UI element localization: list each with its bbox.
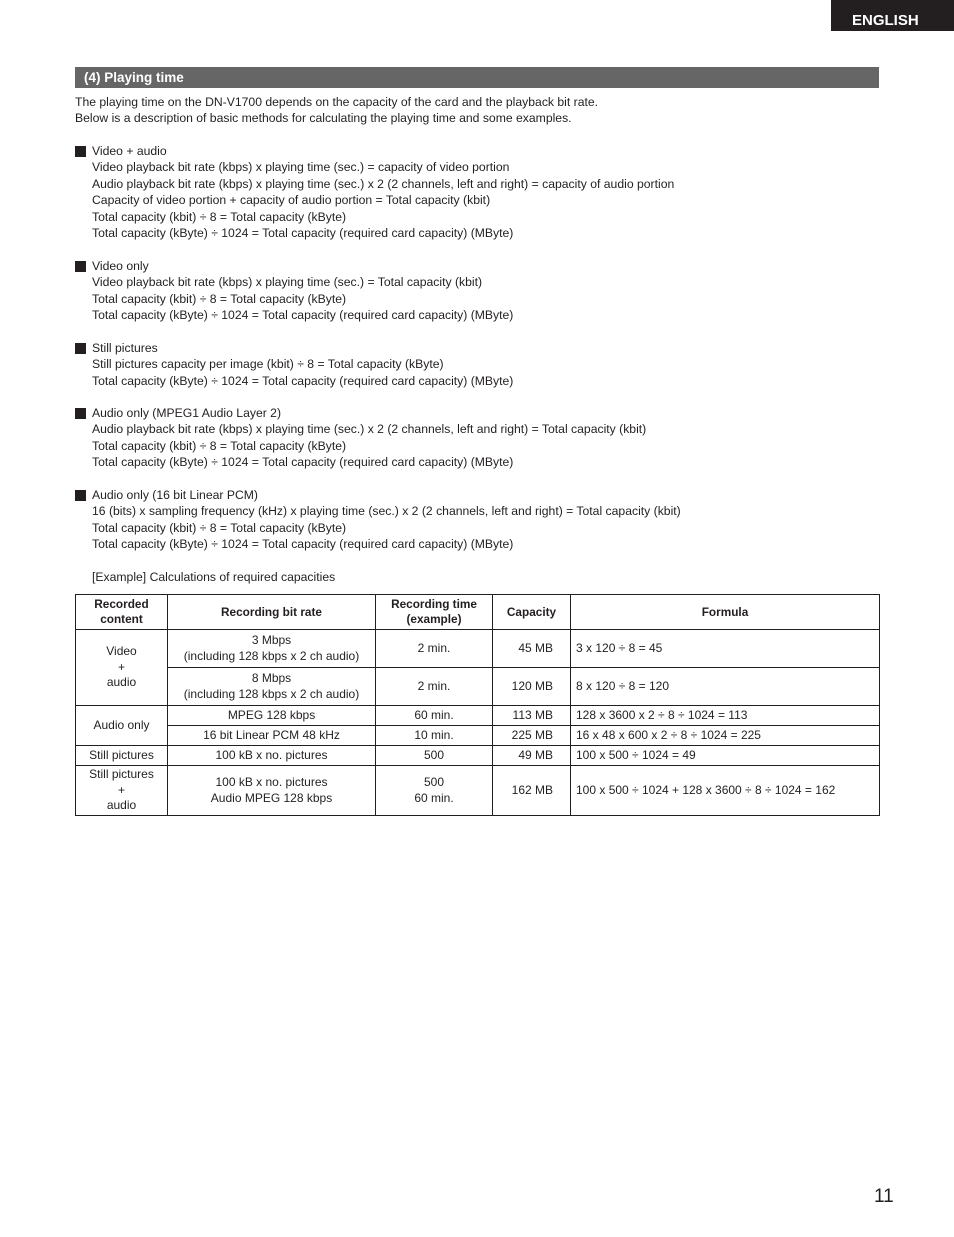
- formula-block-video-audio: [75, 143, 875, 241]
- formula-line: Total capacity (kbit) ÷ 8 = Total capacity (kByte): [92, 291, 347, 306]
- table-row: [76, 726, 880, 746]
- bit-rate-cell: MPEG 128 kbps: [168, 706, 376, 726]
- header-formula: Formula: [571, 595, 880, 630]
- content-cell: [76, 630, 168, 706]
- formula-cell: 16 x 48 x 600 x 2 ÷ 8 ÷ 1024 = 225: [571, 726, 880, 746]
- formula-line: Total capacity (kByte) ÷ 1024 = Total capacity (required card capacity) (MByte): [92, 455, 514, 470]
- table-row: [76, 706, 880, 726]
- content-line: +: [117, 782, 125, 797]
- time-cell: 2 min.: [376, 630, 493, 668]
- formula-cell: 128 x 3600 x 2 ÷ 8 ÷ 1024 = 113: [571, 706, 880, 726]
- formula-line: Video playback bit rate (kbps) x playing time (sec.) = Total capacity (kbit): [92, 275, 483, 290]
- content-line: +: [117, 659, 125, 674]
- bit-rate-line: (including 128 kbps x 2 ch audio): [183, 648, 360, 663]
- content-line: audio: [106, 798, 137, 813]
- formula-line: 16 (bits) x sampling frequency (kHz) x playing time (sec.) x 2 (2 channels, left and right) = Total capacity (kbit): [92, 504, 681, 519]
- formula-cell: 8 x 120 ÷ 8 = 120: [571, 668, 880, 706]
- capacity-cell: 45 MB: [493, 630, 571, 668]
- content-cell: [76, 766, 168, 816]
- content-line: Still pictures: [89, 767, 154, 782]
- bit-rate-line: 100 kB x no. pictures: [215, 775, 328, 789]
- formula-block-audio-pcm: [75, 487, 875, 553]
- block-heading: [75, 487, 875, 503]
- header-line: Recording time: [391, 597, 477, 611]
- header-capacity: Capacity: [493, 595, 571, 630]
- content-line: Video: [106, 644, 137, 659]
- table-row: [76, 746, 880, 766]
- time-line: 500: [423, 775, 445, 789]
- header-line: content: [100, 612, 143, 626]
- formula-cell: 3 x 120 ÷ 8 = 45: [571, 630, 880, 668]
- table-row: [76, 766, 880, 816]
- square-bullet-icon: [75, 146, 86, 157]
- bit-rate-line: 3 Mbps: [251, 633, 292, 647]
- content-cell: Audio only: [76, 706, 168, 746]
- bit-rate-cell: 16 bit Linear PCM 48 kHz: [168, 726, 376, 746]
- block-heading-text: Video + audio: [92, 144, 167, 158]
- block-heading: [75, 143, 875, 159]
- intro-line: Below is a description of basic methods for calculating the playing time and some examples.: [75, 111, 572, 126]
- bit-rate-cell: 100 kB x no. pictures: [168, 746, 376, 766]
- header-recording-time: [376, 595, 493, 630]
- header-line: Recorded: [94, 597, 149, 611]
- formula-line: Capacity of video portion + capacity of audio portion = Total capacity (kbit): [92, 193, 491, 208]
- square-bullet-icon: [75, 408, 86, 419]
- header-line: (example): [406, 612, 462, 626]
- intro-paragraph: [75, 94, 875, 127]
- section-title: (4) Playing time: [75, 67, 879, 88]
- capacity-cell: 113 MB: [493, 706, 571, 726]
- header-bit-rate: Recording bit rate: [168, 595, 376, 630]
- formula-line: Video playback bit rate (kbps) x playing time (sec.) = capacity of video portion: [92, 160, 510, 175]
- capacity-cell: 120 MB: [493, 668, 571, 706]
- capacity-cell: 225 MB: [493, 726, 571, 746]
- block-heading: [75, 340, 875, 356]
- page-number: 11: [874, 1186, 894, 1207]
- formula-line: Total capacity (kbit) ÷ 8 = Total capacity (kByte): [92, 520, 347, 535]
- capacity-cell: 162 MB: [493, 766, 571, 816]
- language-tab: ENGLISH: [831, 0, 954, 31]
- time-cell: [376, 766, 493, 816]
- block-heading: [75, 405, 875, 421]
- square-bullet-icon: [75, 490, 86, 501]
- block-heading: [75, 258, 875, 274]
- time-cell: 500: [376, 746, 493, 766]
- bit-rate-line: (including 128 kbps x 2 ch audio): [183, 686, 360, 701]
- square-bullet-icon: [75, 261, 86, 272]
- bit-rate-cell: [168, 766, 376, 816]
- bit-rate-cell: [168, 630, 376, 668]
- block-heading-text: Video only: [92, 259, 149, 273]
- table-header-row: [76, 595, 880, 630]
- formula-line: Total capacity (kByte) ÷ 1024 = Total capacity (required card capacity) (MByte): [92, 308, 514, 323]
- formula-line: Total capacity (kByte) ÷ 1024 = Total capacity (required card capacity) (MByte): [92, 537, 514, 552]
- formula-line: Total capacity (kByte) ÷ 1024 = Total capacity (required card capacity) (MByte): [92, 226, 514, 241]
- capacity-table: [75, 594, 880, 816]
- formula-line: Total capacity (kByte) ÷ 1024 = Total capacity (required card capacity) (MByte): [92, 373, 514, 388]
- intro-line: The playing time on the DN-V1700 depends on the capacity of the card and the playback bit rate.: [75, 95, 599, 109]
- formula-cell: 100 x 500 ÷ 1024 + 128 x 3600 ÷ 8 ÷ 1024 = 162: [571, 766, 880, 816]
- content-cell: Still pictures: [76, 746, 168, 766]
- formula-line: Total capacity (kbit) ÷ 8 = Total capacity (kByte): [92, 209, 347, 224]
- formula-cell: 100 x 500 ÷ 1024 = 49: [571, 746, 880, 766]
- bit-rate-line: Audio MPEG 128 kbps: [210, 790, 333, 805]
- block-heading-text: Audio only (16 bit Linear PCM): [92, 488, 258, 502]
- block-heading-text: Still pictures: [92, 341, 158, 355]
- formula-line: Audio playback bit rate (kbps) x playing time (sec.) x 2 (2 channels, left and right) = Total capacity (kbit): [92, 422, 647, 437]
- time-cell: 10 min.: [376, 726, 493, 746]
- formula-line: Audio playback bit rate (kbps) x playing time (sec.) x 2 (2 channels, left and right) = capacity of audio portion: [92, 176, 675, 191]
- header-recorded-content: [76, 595, 168, 630]
- bit-rate-line: 8 Mbps: [251, 671, 292, 685]
- time-cell: 2 min.: [376, 668, 493, 706]
- capacity-cell: 49 MB: [493, 746, 571, 766]
- table-row: [76, 630, 880, 668]
- bit-rate-cell: [168, 668, 376, 706]
- square-bullet-icon: [75, 343, 86, 354]
- table-row: [76, 668, 880, 706]
- block-heading-text: Audio only (MPEG1 Audio Layer 2): [92, 406, 282, 420]
- content-line: audio: [106, 675, 137, 690]
- formula-block-audio-mpeg: [75, 405, 875, 471]
- formula-line: Total capacity (kbit) ÷ 8 = Total capacity (kByte): [92, 438, 347, 453]
- example-caption: [Example] Calculations of required capacities: [92, 570, 336, 584]
- formula-block-still-pictures: [75, 340, 875, 389]
- formula-block-video-only: [75, 258, 875, 324]
- time-line: 60 min.: [414, 790, 454, 805]
- formula-line: Still pictures capacity per image (kbit) ÷ 8 = Total capacity (kByte): [92, 357, 444, 372]
- time-cell: 60 min.: [376, 706, 493, 726]
